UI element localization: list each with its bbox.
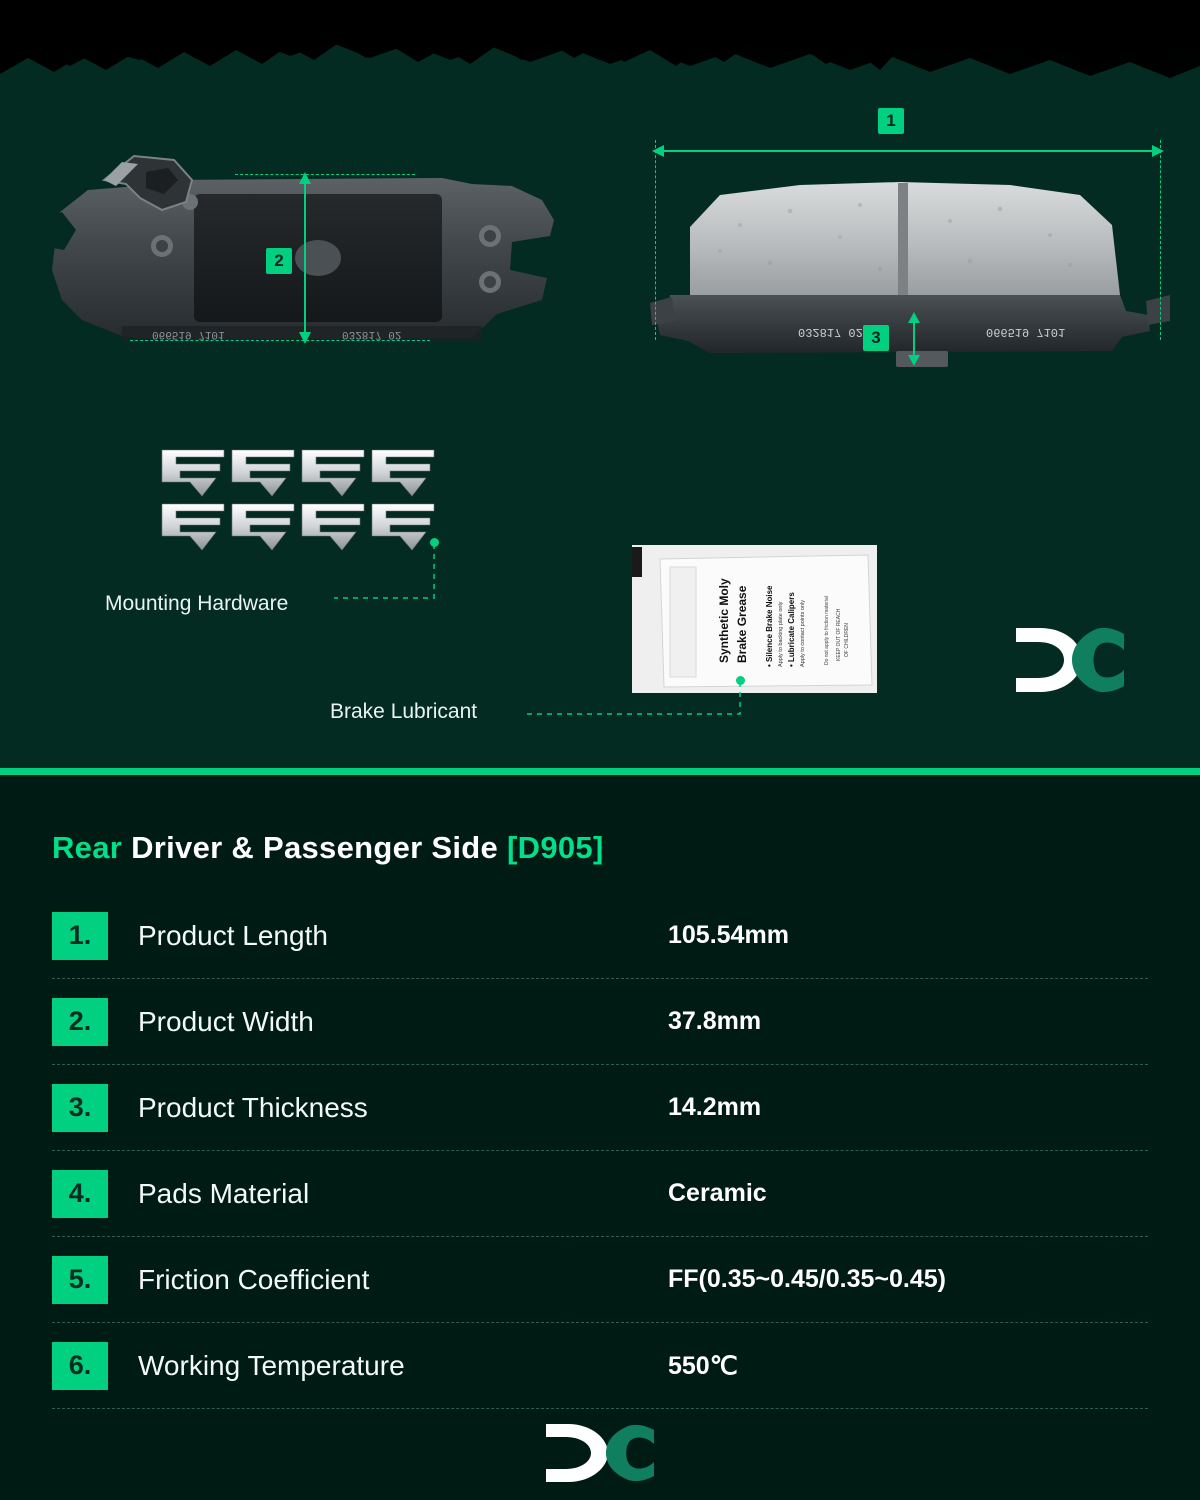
svg-text:Apply to backing plate only: Apply to backing plate only xyxy=(778,601,784,667)
lubricant-callout-line xyxy=(520,676,746,726)
spec-value: Ceramic xyxy=(668,1179,767,1207)
spec-index: 5. xyxy=(52,1256,108,1304)
dim1-arrow xyxy=(652,142,1164,160)
page-title xyxy=(52,830,604,866)
specifications-panel xyxy=(0,775,1200,1500)
dim1-left-guide xyxy=(655,140,656,340)
dim-marker-3: 3 xyxy=(863,325,889,351)
spec-index: 6. xyxy=(52,1342,108,1390)
dc-logo-icon xyxy=(540,1418,660,1488)
dim2-arrow xyxy=(295,172,315,344)
title-part-number: [D905] xyxy=(507,830,604,865)
svg-text:Synthetic Moly: Synthetic Moly xyxy=(717,578,731,663)
table-row xyxy=(52,1151,1148,1237)
svg-text:Apply to contact points only: Apply to contact points only xyxy=(800,600,806,667)
pad-stamp-left: 066519 7101 xyxy=(152,328,225,340)
spec-index: 1. xyxy=(52,912,108,960)
spec-table xyxy=(52,893,1148,1409)
spec-value: 14.2mm xyxy=(668,1093,762,1121)
spec-label: Product Length xyxy=(138,919,328,951)
dim2-bottom-guide xyxy=(130,340,430,341)
dim1-right-guide xyxy=(1160,140,1161,340)
title-position: Rear xyxy=(52,830,123,865)
spec-index: 4. xyxy=(52,1170,108,1218)
spec-value: 550℃ xyxy=(668,1351,738,1380)
brake-lubricant-label: Brake Lubricant xyxy=(330,700,478,723)
svg-text:• Lubricate Calipers: • Lubricate Calipers xyxy=(787,592,796,667)
table-row xyxy=(52,893,1148,979)
svg-text:Brake Grease: Brake Grease xyxy=(735,585,749,663)
svg-text:KEEP OUT OF REACH: KEEP OUT OF REACH xyxy=(836,608,842,661)
spec-value: 37.8mm xyxy=(668,1007,762,1035)
dim-marker-2: 2 xyxy=(266,248,292,274)
section-divider xyxy=(0,768,1200,775)
mounting-hardware-label: Mounting Hardware xyxy=(105,592,289,615)
spec-label: Product Thickness xyxy=(138,1091,368,1123)
pad-stamp-right: 032817 02 xyxy=(798,325,863,339)
dim-marker-1: 1 xyxy=(878,108,904,134)
dim2-top-guide xyxy=(235,174,415,175)
svg-text:OF CHILDREN: OF CHILDREN xyxy=(844,623,850,657)
table-row xyxy=(52,979,1148,1065)
torn-edge-decoration xyxy=(0,0,1200,120)
spec-label: Working Temperature xyxy=(138,1349,405,1381)
spec-index: 2. xyxy=(52,998,108,1046)
table-row xyxy=(52,1065,1148,1151)
pad-stamp-right-2: 066519 7101 xyxy=(986,325,1066,339)
brake-lubricant-image xyxy=(632,545,877,693)
hardware-callout-line xyxy=(330,538,442,610)
spec-value: FF(0.35~0.45/0.35~0.45) xyxy=(668,1265,946,1293)
title-fitment: Driver & Passenger Side xyxy=(131,830,499,865)
table-row xyxy=(52,1323,1148,1409)
pad-stamp-left-2: 032817 02 xyxy=(342,328,402,340)
spec-index: 3. xyxy=(52,1084,108,1132)
table-row xyxy=(52,1237,1148,1323)
spec-label: Pads Material xyxy=(138,1177,310,1209)
spec-label: Product Width xyxy=(138,1005,314,1037)
dim3-arrow xyxy=(905,312,923,366)
spec-value: 105.54mm xyxy=(668,921,789,949)
spec-label: Friction Coefficient xyxy=(138,1263,370,1295)
svg-text:• Silence Brake Noise: • Silence Brake Noise xyxy=(765,585,774,667)
dc-logo-icon xyxy=(1010,620,1130,700)
svg-text:Do not apply to friction mater: Do not apply to friction material xyxy=(824,596,830,665)
